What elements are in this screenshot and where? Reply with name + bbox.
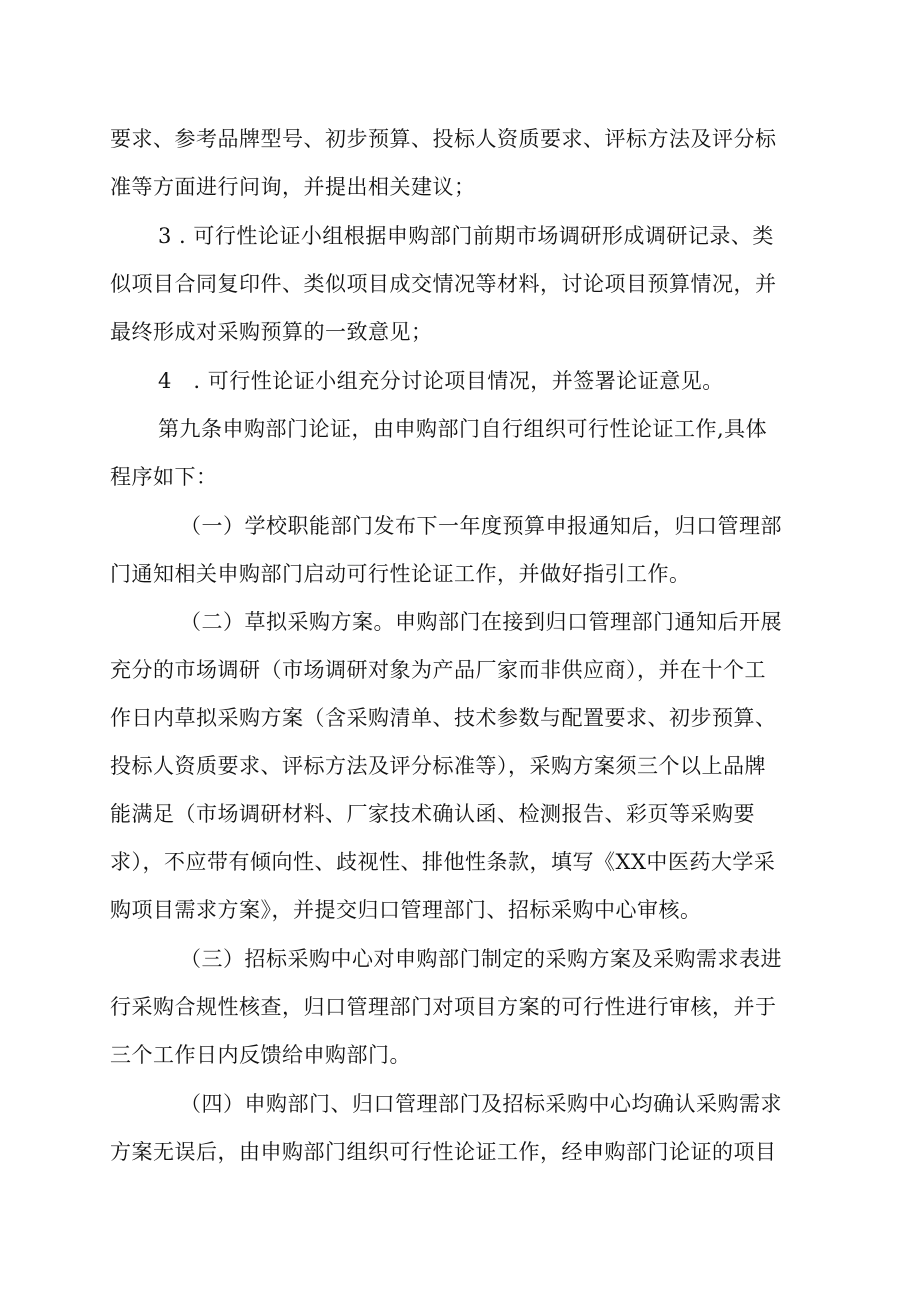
text-line: （三）招标采购中心对申购部门制定的采购方案及采购需求表进: [180, 947, 782, 971]
text-line: 准等方面进行问询，并提出相关建议；: [110, 175, 476, 199]
text-line: 投标人资质要求、评标方法及评分标准等），采购方案须三个以上品牌: [110, 754, 766, 778]
text-line: （一）学校职能部门发布下一年度预算申报通知后，归口管理部: [180, 514, 782, 538]
text-line: 3 . 可行性论证小组根据申购部门前期市场调研形成调研记录、类: [158, 224, 774, 248]
text-line: （二）草拟采购方案。申购部门在接到归口管理部门通知后开展: [180, 610, 782, 634]
text-line: 程序如下：: [110, 465, 218, 489]
text-line: 三个工作日内反馈给申购部门。: [110, 1043, 411, 1067]
text-line: 购项目需求方案》，并提交归口管理部门、招标采购中心审核。: [110, 898, 702, 922]
text-line: 4 . 可行性论证小组充分讨论项目情况，并签署论证意见。: [158, 369, 724, 393]
text-line: 第九条申购部门论证，由申购部门自行组织可行性论证工作,具体: [158, 417, 768, 441]
text-line: 最终形成对采购预算的一致意见；: [110, 320, 433, 344]
text-line: 充分的市场调研（市场调研对象为产品厂家而非供应商），并在十个工: [110, 658, 766, 682]
text-line: 行采购合规性核查，归口管理部门对项目方案的可行性进行审核，并于: [110, 995, 777, 1019]
text-line: 似项目合同复印件、类似项目成交情况等材料，讨论项目预算情况，并: [110, 272, 777, 296]
text-line: 能满足（市场调研材料、厂家技术确认函、检测报告、彩页等采购要: [110, 802, 755, 826]
text-line: 求），不应带有倾向性、歧视性、排他性条款，填写《XX中医药大学采: [110, 850, 776, 874]
text-line: 方案无误后，由申购部门组织可行性论证工作，经申购部门论证的项目: [110, 1140, 777, 1164]
text-line: 要求、参考品牌型号、初步预算、投标人资质要求、评标方法及评分标: [110, 127, 777, 151]
text-line: 作日内草拟采购方案（含采购清单、技术参数与配置要求、初步预算、: [110, 706, 777, 730]
text-line: （四）申购部门、归口管理部门及招标采购中心均确认采购需求: [180, 1092, 782, 1116]
text-line: 门通知相关申购部门启动可行性论证工作，并做好指引工作。: [110, 562, 691, 586]
